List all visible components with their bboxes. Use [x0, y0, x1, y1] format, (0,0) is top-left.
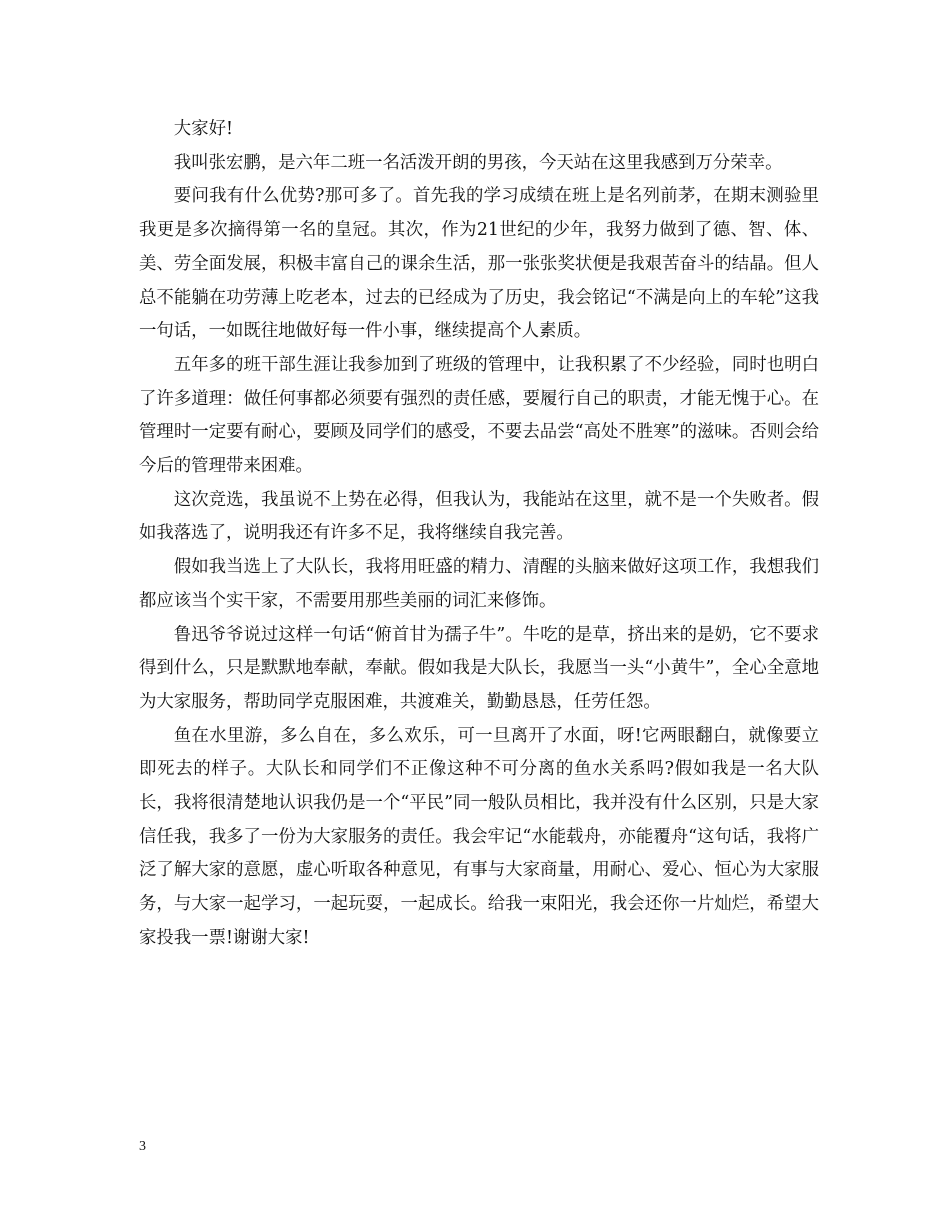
greeting-paragraph: 大家好!: [173, 119, 233, 139]
election-attitude-paragraph: 这次竞选，我虽说不上势在必得，但我认为，我能站在这里，就不是一个失败者。假如我落选了，说明我还有许多不足，我将继续自我完善。: [139, 489, 819, 544]
if-elected-paragraph: 假如我当选上了大队长，我将用旺盛的精力、清醒的头脑来做好这项工作，我想我们都应该当个实干家，不需要用那些美丽的词汇来修饰。: [139, 557, 819, 611]
closing-paragraph: 鱼在水里游，多么自在，多么欢乐，可一旦离开了水面，呀!它两眼翻白，就像要立即死去的样子。大队长和同学们不正像这种不可分离的鱼水关系吗?假如我是一名大队长，我将很清楚地认识我仍是一个“平民”同一般队员相比，我并没有什么区别，只是大家信任我，我多了一份为大家服务的责任。我会牢记“水能载舟，亦能覆舟“这句话，我将广泛了解大家的意愿，虚心听取各种意见，有事与大家商量，用耐心、爱心、恒心为大家服务，与大家一起学习，一起玩耍，一起成长。给我一束阳光，我会还你一片灿烂，希望大家投我一票!谢谢大家!: [139, 725, 819, 948]
document-body: [139, 113, 819, 956]
page-number: 3: [139, 1139, 146, 1154]
lu-xun-quote-paragraph: 鲁迅爷爷说过这样一句话“俯首甘为孺子牛”。牛吃的是草，挤出来的是奶，它不要求得到什么，只是默默地奉献，奉献。假如我是大队长，我愿当一头“小黄牛”，全心全意地为大家服务，帮助同学克服困难，共渡难关，勤勤恳恳，任劳任怨。: [139, 624, 819, 712]
advantages-paragraph: 要问我有什么优势?那可多了。首先我的学习成绩在班上是名列前茅，在期末测验里我更是多次摘得第一名的皇冠。其次，作为21世纪的少年，我努力做到了德、智、体、美、劳全面发展，积极丰富自己的课余生活，那一张张奖状便是我艰苦奋斗的结晶。但人总不能躺在功劳薄上吃老本，过去的已经成为了历史，我会铭记“不满是向上的车轮”这我一句话，一如既往地做好每一件小事，继续提高个人素质。: [139, 186, 819, 342]
experience-paragraph: 五年多的班干部生涯让我参加到了班级的管理中，让我积累了不少经验，同时也明白了许多道理：做任何事都必须要有强烈的责任感，要履行自己的职责，才能无愧于心。在管理时一定要有耐心，要顾及同学们的感受，不要去品尝“高处不胜寒”的滋味。否则会给今后的管理带来困难。: [139, 354, 819, 477]
introduction-paragraph: 我叫张宏鹏，是六年二班一名活泼开朗的男孩，今天站在这里我感到万分荣幸。: [173, 152, 783, 173]
